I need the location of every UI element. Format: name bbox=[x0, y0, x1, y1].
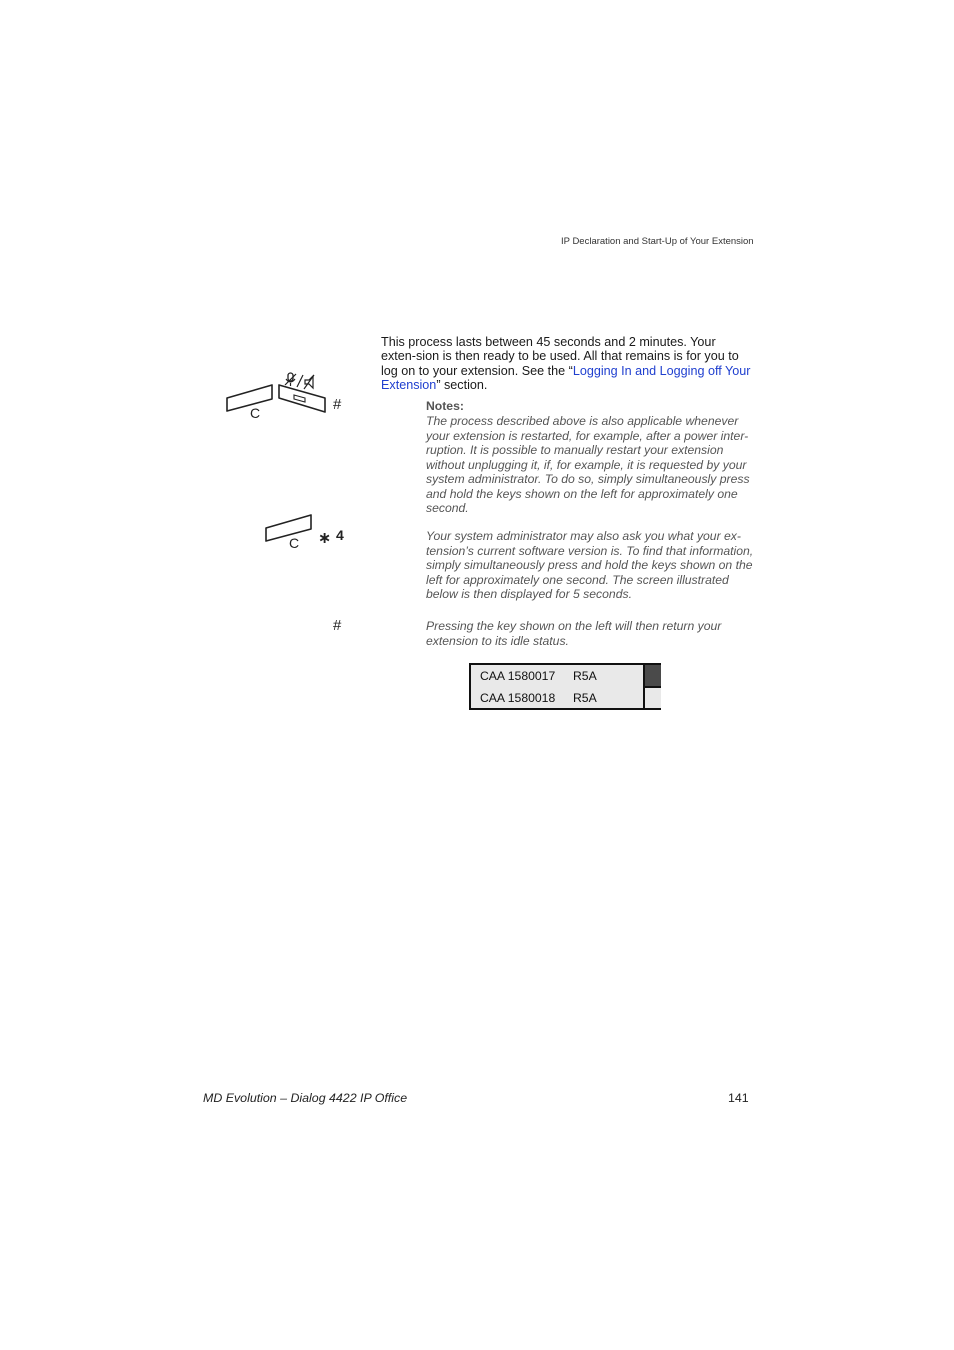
hash-key-icon: # bbox=[333, 617, 342, 634]
intro-text-after: ” section. bbox=[436, 378, 488, 393]
section-link[interactable]: Logging In and Logging off Your Extension bbox=[381, 363, 751, 393]
note-return-idle: Pressing the key shown on the left will then return your extension to its idle status. bbox=[426, 619, 722, 648]
clear-key-label: C bbox=[289, 535, 300, 551]
intro-text-before: This process lasts between 45 seconds and 2 minutes. Your exten-sion is then ready to be used. All that remains is for you to log on to your extension. See the “ bbox=[381, 335, 739, 378]
microphone-icon bbox=[285, 373, 296, 386]
note-software-version: Your system administrator may also ask you what your ex-tension’s current software version is. To find that information, simply simultaneously press and hold the keys shown on the left for approximately one second. The screen illustrated below is then displayed for 5 seconds. bbox=[426, 529, 754, 601]
display-version: R5A bbox=[573, 669, 597, 683]
phone-display bbox=[469, 663, 661, 710]
star-key-icon: ∗ bbox=[318, 530, 332, 547]
display-row bbox=[480, 669, 597, 683]
hash-key-icon: # bbox=[333, 396, 342, 413]
display-scrollbar bbox=[643, 665, 661, 708]
display-code: CAA 1580017 bbox=[480, 669, 556, 683]
intro-paragraph bbox=[381, 335, 751, 393]
footer-title: MD Evolution – Dialog 4422 IP Office bbox=[203, 1091, 408, 1105]
clear-key-label: C bbox=[250, 405, 261, 421]
display-scroll-thumb bbox=[645, 665, 661, 688]
four-key-label: 4 bbox=[336, 527, 344, 543]
display-row bbox=[480, 691, 597, 705]
mute-key-icon bbox=[276, 370, 332, 418]
display-version: R5A bbox=[573, 691, 597, 705]
running-header: IP Declaration and Start-Up of Your Extension bbox=[561, 236, 754, 247]
speaker-icon bbox=[304, 375, 314, 389]
display-code: CAA 1580018 bbox=[480, 691, 556, 705]
note-restart: The process described above is also applicable whenever your extension is restarted, for example, after a power inter-ruption. It is possible to manually restart your extension without unplugging it, if, for example, it is requested by your system administrator. To do so, simply simultaneously press and hold the keys shown on the left for approximately one second. bbox=[426, 414, 750, 515]
page-number: 141 bbox=[728, 1091, 749, 1105]
notes-title: Notes: bbox=[426, 399, 464, 413]
